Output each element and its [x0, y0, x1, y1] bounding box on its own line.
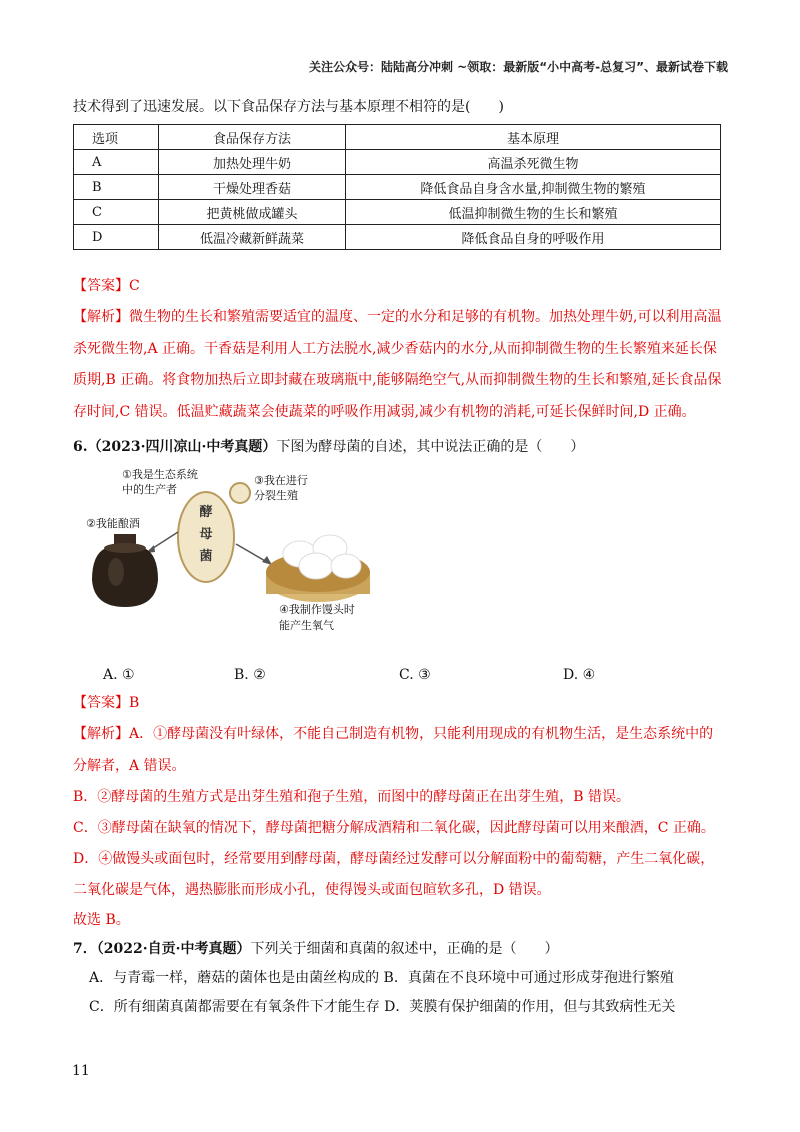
q7-source: （2022·自贡·中考真题） [96, 941, 251, 957]
q6-analysis-line: 分解者，A 错误。 [73, 758, 186, 774]
steamed-buns-icon [266, 535, 370, 602]
option-c: C. ③ [399, 667, 431, 683]
yeast-label [197, 502, 215, 568]
q5-analysis-line: 【解析】微生物的生长和繁殖需要适宜的温度、一定的水分和足够的有机物。加热处理牛奶,可以利用高温 [73, 309, 722, 325]
page-number: 11 [72, 1063, 90, 1079]
table-cell: 降低食品自身的呼吸作用 [346, 225, 721, 250]
q7-stem: 下列关于细菌和真菌的叙述中，正确的是（ ） [250, 941, 559, 957]
table-row [74, 225, 721, 250]
table-row [74, 150, 721, 175]
figure-label-4b: 能产生氧气 [279, 619, 334, 632]
q6-answer: 【答案】B [73, 695, 140, 711]
table-cell: 干燥处理香菇 [159, 175, 346, 200]
q6-number: 6. [73, 439, 88, 455]
q6-analysis-line: D．④做馒头或面包时，经常要用到酵母菌，酵母菌经过发酵可以分解面粉中的葡萄糖，产生二氧化碳， [73, 851, 715, 867]
table-cell: 低温冷藏新鲜蔬菜 [159, 225, 346, 250]
table-header-row [74, 125, 721, 150]
q5-table [73, 124, 721, 250]
q5-analysis-line: 质期,B 正确。将食物加热后立即封藏在玻璃瓶中,能够隔绝空气,从而抑制微生物的生长和繁殖,延长食品保 [73, 372, 722, 388]
table-cell: 降低食品自身含水量,抑制微生物的繁殖 [346, 175, 721, 200]
table-cell: A [74, 150, 159, 175]
table-cell: 把黄桃做成罐头 [159, 200, 346, 225]
table-row [74, 175, 721, 200]
table-cell: C [74, 200, 159, 225]
option-d: D. ④ [563, 667, 596, 683]
table-cell: 高温杀死微生物 [346, 150, 721, 175]
yeast-char: 母 [199, 527, 213, 542]
q7-option-line: A．与青霉一样，蘑菇的菌体也是由菌丝构成的 B．真菌在不良环境中可通过形成芽孢进行繁殖 [89, 970, 674, 986]
q7-option-line: C．所有细菌真菌都需要在有氧条件下才能生存 D．荚膜有保护细菌的作用，但与其致病性无关 [89, 999, 676, 1015]
header-note: 关注公众号：陆陆高分冲刺 ~领取：最新版“小中高考-总复习”、最新试卷下载 [309, 60, 728, 74]
table-cell: B [74, 175, 159, 200]
option-a: A. ① [103, 667, 135, 683]
figure-label-3b: 分裂生殖 [254, 489, 298, 502]
table-cell: D [74, 225, 159, 250]
arrow-right-icon [262, 556, 272, 565]
figure-label-2: ②我能酿酒 [86, 517, 140, 530]
q5-analysis-line: 存时间,C 错误。低温贮藏蔬菜会使蔬菜的呼吸作用减弱,减少有机物的消耗,可延长保鲜时间,D 正确。 [73, 404, 696, 420]
q7-heading [73, 939, 558, 959]
q6-conclusion: 故选 B。 [73, 912, 130, 928]
q5-analysis-line: 杀死微生物,A 正确。干香菇是利用人工方法脱水,减少香菇内的水分,从而抑制微生物的生长繁殖来延长保 [73, 341, 717, 357]
table-header-cell: 基本原理 [346, 125, 721, 150]
q6-source: （2023·四川凉山·中考真题） [87, 439, 277, 455]
figure-label-1a: ①我是生态系统 [122, 468, 198, 481]
q6-analysis-line: 【解析】A．①酵母菌没有叶绿体，不能自己制造有机物，只能利用现成的有机物生活，是生态系统中的 [73, 726, 714, 742]
q6-stem: 下图为酵母菌的自述，其中说法正确的是（ ） [276, 439, 585, 455]
figure-label-1b: 中的生产者 [122, 483, 177, 496]
table-header-cell: 选项 [74, 125, 159, 150]
wine-jar-icon [92, 534, 158, 607]
q6-analysis-line: 二氧化碳是气体，遇热膨胀而形成小孔，使得馒头或面包暄软多孔，D 错误。 [73, 882, 551, 898]
table-cell: 加热处理牛奶 [159, 150, 346, 175]
q6-analysis-line: B．②酵母菌的生殖方式是出芽生殖和孢子生殖，而图中的酵母菌正在出芽生殖，B 错误。 [73, 789, 631, 805]
yeast-char: 菌 [199, 549, 213, 564]
table-row [74, 200, 721, 225]
q6-heading [73, 437, 584, 457]
q5-stem: 技术得到了迅速发展。以下食品保存方法与基本原理不相符的是( ) [73, 99, 504, 115]
yeast-bud-icon [230, 483, 250, 503]
q5-answer: 【答案】C [73, 278, 140, 294]
q6-analysis-line: C．③酵母菌在缺氧的情况下，酵母菌把糖分解成酒精和二氧化碳，因此酵母菌可以用来酿酒，C 正确。 [73, 820, 715, 836]
q7-number: 7． [73, 941, 97, 957]
figure-label-4a: ④我制作馒头时 [279, 603, 355, 616]
yeast-char: 酵 [199, 505, 213, 520]
table-cell: 低温抑制微生物的生长和繁殖 [346, 200, 721, 225]
figure-label-3a: ③我在进行 [254, 474, 308, 487]
option-b: B. ② [234, 667, 266, 683]
yeast-figure [84, 462, 384, 637]
table-header-cell: 食品保存方法 [159, 125, 346, 150]
